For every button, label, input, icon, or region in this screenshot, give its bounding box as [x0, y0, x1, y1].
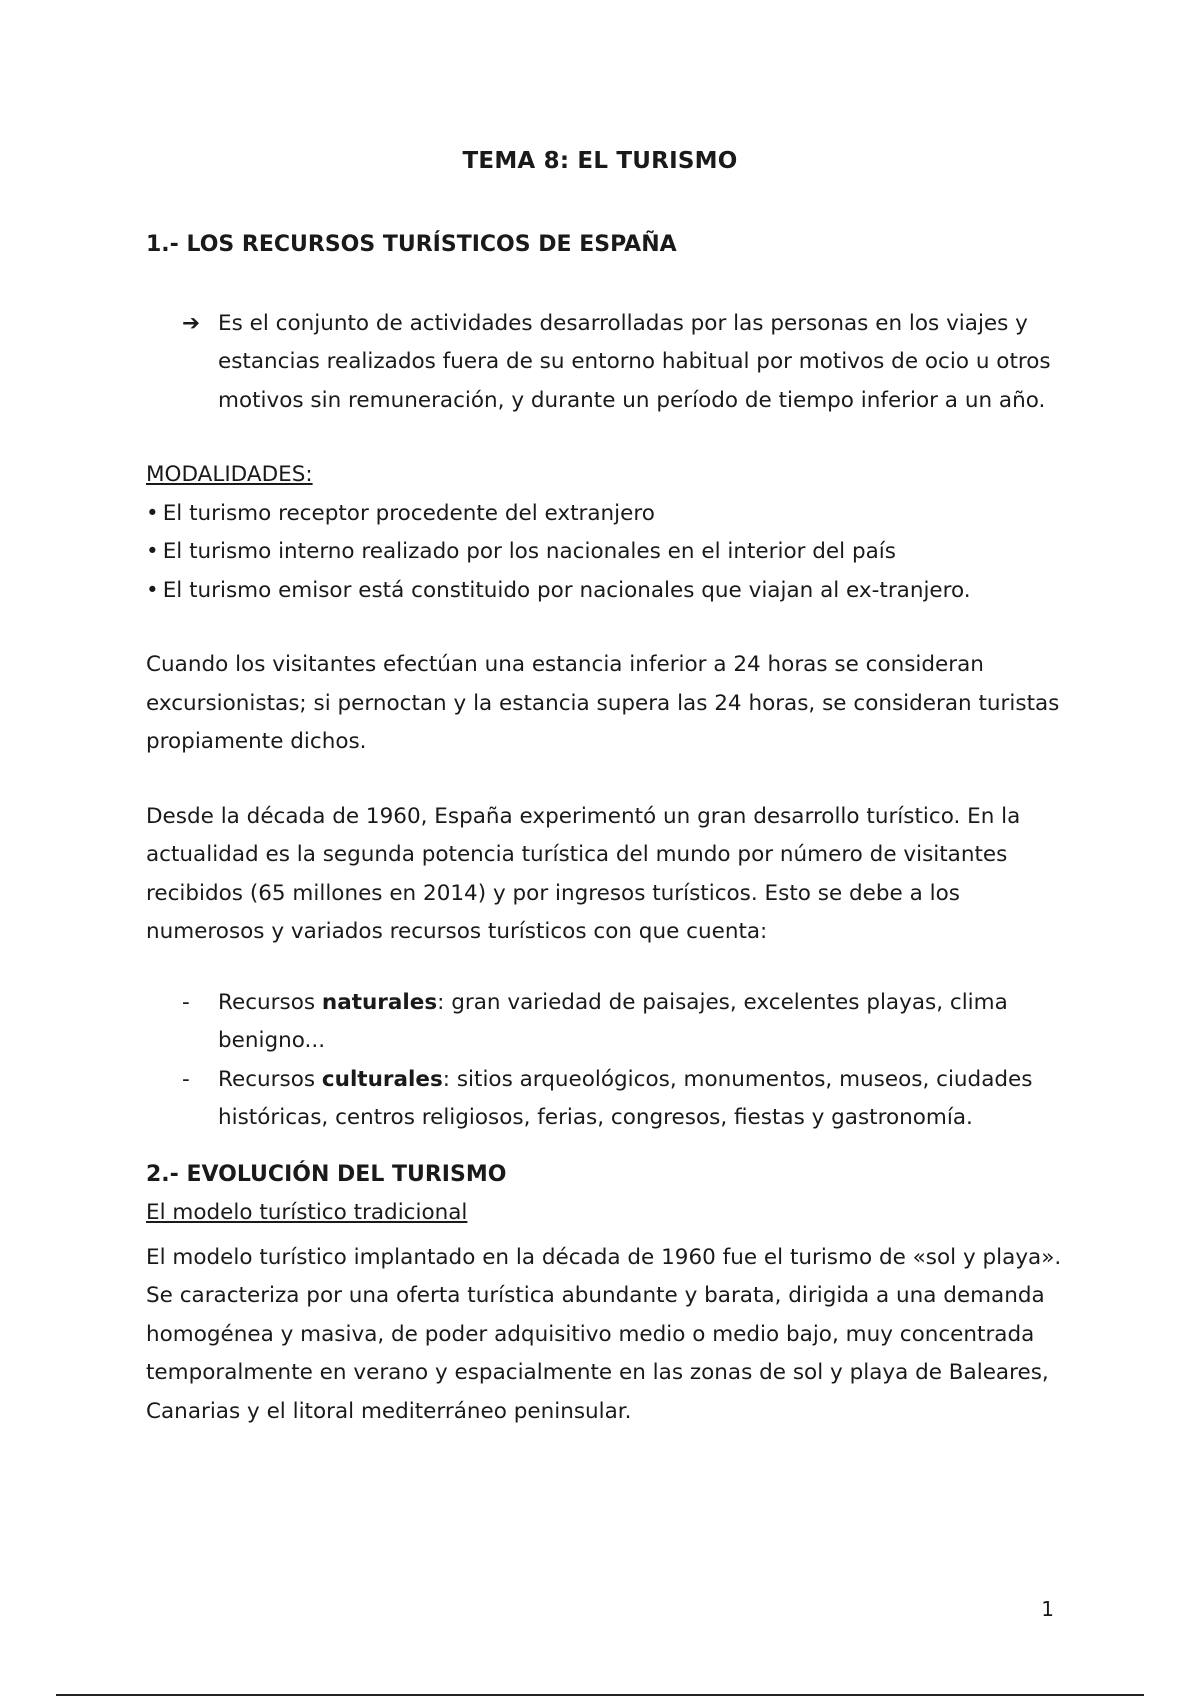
modalidades-label: MODALIDADES: [146, 462, 313, 487]
resource-prefix: Recursos [218, 989, 322, 1015]
resource-type: naturales [321, 989, 438, 1015]
paragraph-modelo-line1: El modelo turístico implantado en la década de 1960 fue el turismo de «sol y playa». Se caracteriza por una oferta turística abundante y barata, dirigida a una demanda [146, 1244, 1062, 1308]
paragraph-visitantes: Cuando los visitantes efectúan una estancia inferior a 24 horas se consideran excursionistas; si pernoctan y la estancia supera las 24 horas, se consideran turistas propiamente dichos. [146, 652, 1060, 754]
resource-description: : gran variedad de paisajes, excelentes playas, clima benigno... [218, 989, 1008, 1053]
document-title: TEMA 8: EL TURISMO [462, 148, 738, 174]
section-2-heading: 2.- EVOLUCIÓN DEL TURISMO [146, 1161, 507, 1187]
list-item [146, 1061, 1078, 1138]
dash-marker: - [182, 1066, 190, 1092]
document-body [146, 226, 1066, 1431]
list-item [146, 984, 1078, 1061]
modalidades-block [146, 456, 1066, 610]
modalidades-list [146, 495, 1066, 611]
paragraph-desarrollo: Desde la década de 1960, España experimentó un gran desarrollo turístico. En la actualidad es la segunda potencia turística del mundo por número de visitantes recibidos (65 millones en 2014) y por ingresos turísticos. Esto se debe a los numerosos y variados recursos turísticos con que cuenta: [146, 803, 1021, 944]
definition-block [146, 305, 1068, 421]
list-item: • El turismo interno realizado por los nacionales en el interior del país [146, 533, 1066, 572]
dash-marker: - [182, 989, 190, 1015]
section-1-heading: 1.- LOS RECURSOS TURÍSTICOS DE ESPAÑA [146, 232, 677, 257]
resources-list [146, 984, 1066, 1138]
list-item: • El turismo receptor procedente del extranjero [146, 495, 1066, 534]
arrow-icon: ➔ [182, 310, 201, 336]
resource-description: : sitios arqueológicos, monumentos, museos, ciudades históricas, centros religiosos, ferias, congresos, fiestas y gastronomía. [218, 1066, 1033, 1130]
paragraph-modelo-line2: homogénea y masiva, de poder adquisitivo medio o medio bajo, muy concentrada temporalmente en verano y espacialmente en las zonas de sol y playa de Baleares, Canarias y el litoral mediterráneo peninsular. [146, 1321, 1049, 1424]
page-number: 1 [1041, 1597, 1054, 1621]
definition-text: Es el conjunto de actividades desarrolladas por las personas en los viajes y estancias realizados fuera de su entorno habitual por motivos de ocio u otros motivos sin remuneración, y durante un período de tiempo inferior a un año. [218, 310, 1051, 413]
resource-prefix: Recursos [218, 1066, 322, 1092]
page-bottom-divider [56, 1694, 1144, 1696]
list-item: • El turismo emisor está constituido por nacionales que viajan al ex-tranjero. [146, 572, 1066, 611]
resource-type: culturales [321, 1066, 443, 1092]
section-2-subheading: El modelo turístico tradicional [146, 1200, 468, 1225]
